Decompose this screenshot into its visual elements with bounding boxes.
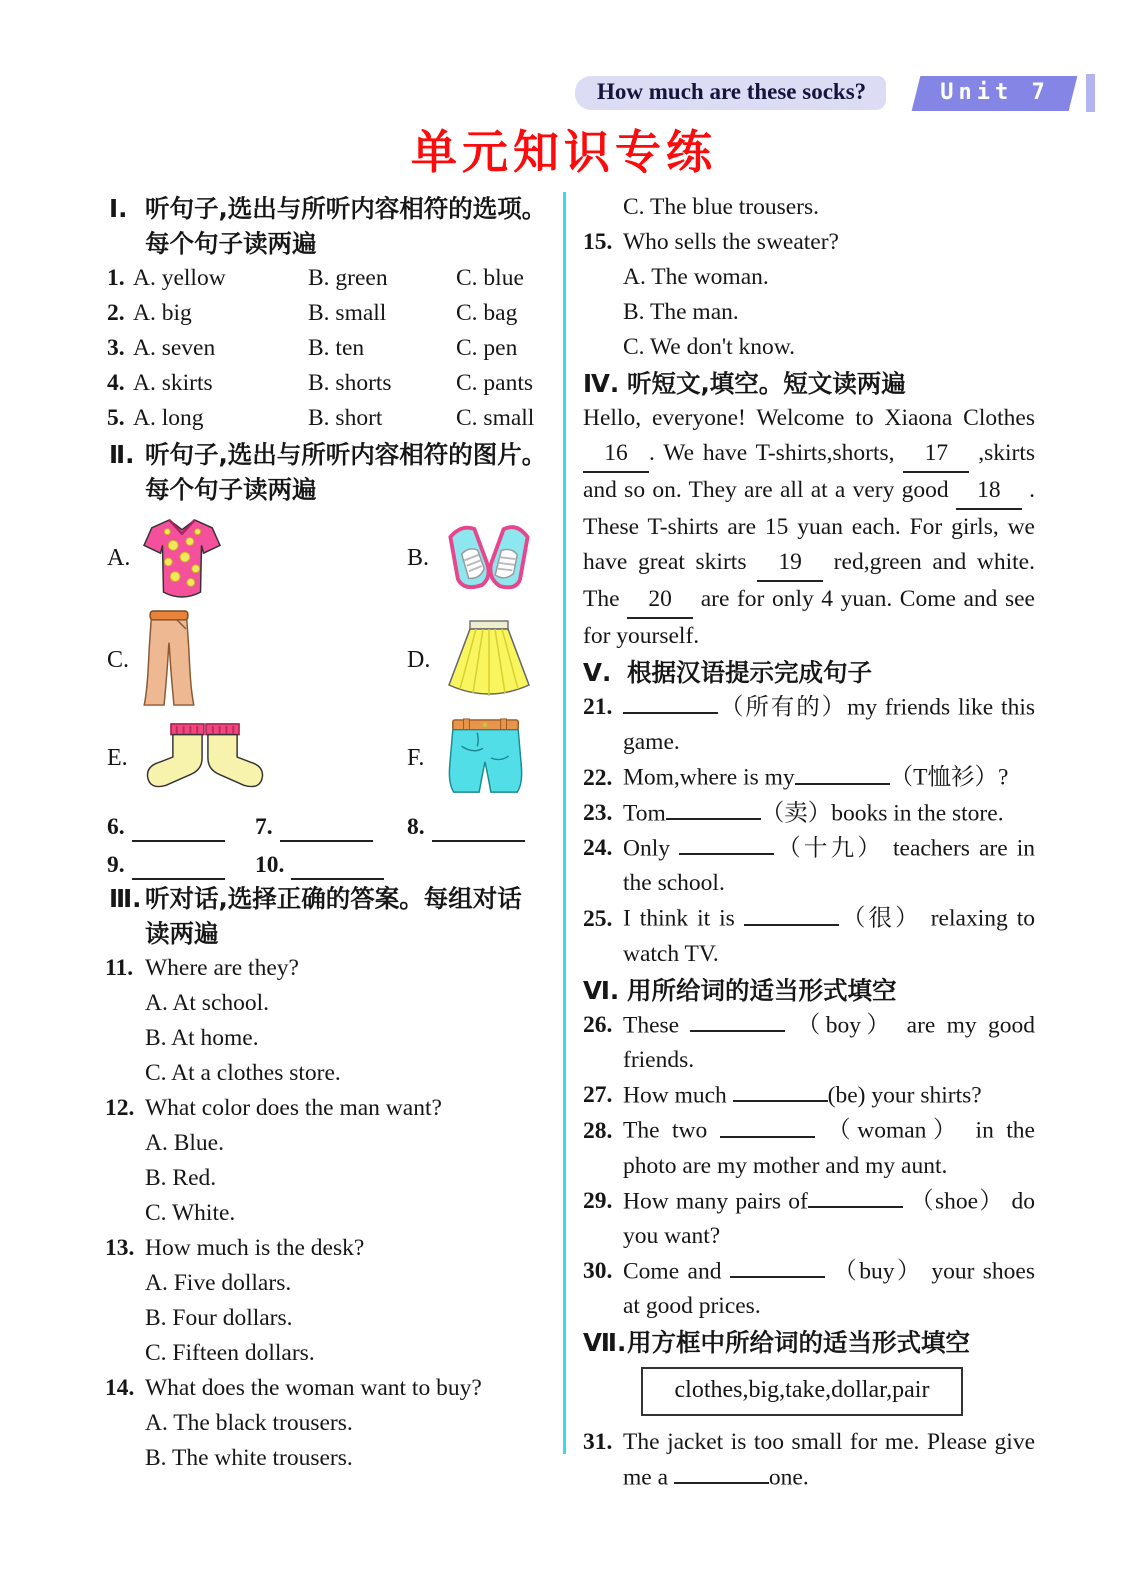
choice: C. Fifteen dollars. (145, 1340, 315, 1366)
question-number: 10. (255, 852, 285, 878)
section-number: Ⅰ. (109, 194, 128, 223)
fill-sentence (583, 901, 1035, 971)
option-c: C. pen (456, 335, 518, 361)
choice: C. We don't know. (623, 334, 796, 360)
sentence-text: Hello, everyone! Welcome to Xiaona Clothes (583, 405, 1035, 431)
section-title: 用所给词的适当形式填空 (627, 975, 897, 1005)
section-title: 听短文,填空。短文读两遍 (627, 369, 906, 398)
page-title: 单元知识专练 (411, 125, 717, 179)
question-number: 21. (583, 694, 613, 721)
sentence-text: Mom,where is my (623, 764, 795, 791)
shorts-icon (443, 717, 529, 799)
question-number: 13. (105, 1235, 135, 1261)
question-number: 28. (583, 1117, 613, 1144)
answer-blank-row (95, 804, 551, 842)
section-heading (583, 655, 1035, 690)
sentence-text: （十九） teachers are in the school. (623, 835, 1036, 897)
column-divider (563, 192, 566, 1454)
option-c: C. bag (456, 300, 518, 326)
section-title-line2: 读两遍 (145, 919, 219, 948)
choice: C. At a clothes store. (145, 1060, 341, 1086)
question-number: 2. (107, 300, 125, 326)
sentence-text: （buy） your shoes at good prices. (623, 1258, 1035, 1320)
choice: B. At home. (145, 1025, 259, 1051)
sentence-text: ,skirts and so on. They are all at a very good (583, 440, 1035, 503)
answer-blank (432, 814, 525, 842)
answer-blank: 19 (757, 545, 823, 582)
answer-blank (674, 1460, 769, 1484)
sentence-text: one. (768, 1464, 809, 1491)
answer-blank (733, 1078, 828, 1102)
choice: B. Red. (145, 1165, 217, 1191)
answer-blank (666, 796, 761, 820)
option-row (95, 261, 551, 296)
answer-blank (132, 814, 225, 842)
word-box (641, 1367, 963, 1416)
sentence-text: （woman） in the photo are my mother and my aunt. (623, 1117, 1035, 1179)
sentence-text: How many pairs of (623, 1187, 808, 1214)
option-row (95, 331, 551, 366)
section-heading (583, 366, 1035, 401)
section-title-line2: 每个句子读两遍 (145, 475, 317, 504)
section-heading (583, 973, 1035, 1008)
fill-sentence (583, 690, 1035, 760)
choice: A. At school. (145, 990, 270, 1016)
choice: B. The man. (623, 299, 739, 325)
fill-sentence (583, 1008, 1035, 1078)
lesson-title: How much are these socks? (597, 79, 867, 104)
picture-option (395, 521, 551, 597)
choice: B. The white trousers. (145, 1445, 353, 1471)
section-title: 听句子,选出与所听内容相符的图片。 (145, 440, 547, 469)
question-text: Who sells the sweater? (623, 229, 839, 255)
choice: A. Five dollars. (145, 1270, 292, 1296)
answer-blank-cell (107, 812, 255, 842)
answer-blank-row (95, 842, 551, 880)
fill-sentence (583, 1113, 1035, 1183)
sentence-text: I think it is (623, 905, 744, 932)
picture-option (95, 721, 395, 795)
sentence-text: These (623, 1011, 691, 1038)
sentence-text: （所有的）my friends like this game. (623, 694, 1035, 756)
option-c: C. pants (456, 370, 534, 396)
question-number: 24. (583, 835, 613, 862)
option-a: A. yellow (133, 265, 226, 291)
question-number: 4. (107, 370, 125, 396)
sentence-text: red,green and white. The (583, 549, 1035, 612)
question-number: 22. (583, 764, 613, 791)
section-title-line2: 每个句子读两遍 (145, 229, 317, 258)
sentence-text: . These T-shirts are 15 yuan each. For girls, we have great skirts (583, 477, 1035, 575)
picture-label: C. (107, 646, 130, 673)
option-b: B. ten (308, 335, 365, 361)
option-a: A. long (133, 405, 204, 431)
section-heading (95, 437, 551, 472)
section-heading (583, 1325, 1035, 1360)
question-number: 7. (255, 814, 273, 840)
choice: C. White. (145, 1200, 236, 1226)
question (95, 1371, 551, 1406)
skirt-icon (443, 619, 535, 701)
fill-sentence (583, 796, 1035, 831)
answer-blank-cell (107, 850, 255, 880)
section-number: Ⅴ. (583, 658, 612, 687)
choice: A. Blue. (145, 1130, 224, 1156)
sentence-text: （很） relaxing to watch TV. (623, 905, 1035, 967)
question-number: 8. (407, 814, 425, 840)
trousers-icon (143, 609, 195, 711)
picture-option (95, 609, 395, 711)
lesson-title-pill (575, 76, 886, 110)
question-number: 15. (583, 229, 613, 255)
section-title: 用方框中所给词的适当形式填空 (627, 1328, 970, 1358)
choice: A. The black trousers. (145, 1410, 353, 1436)
option-b: B. green (308, 265, 388, 291)
fill-sentence (583, 760, 1035, 795)
sentence-text: Come and (623, 1258, 730, 1285)
question-text: What does the woman want to buy? (145, 1375, 482, 1401)
question-number: 12. (105, 1095, 135, 1121)
picture-label: D. (407, 646, 431, 673)
section-number: Ⅱ. (109, 440, 135, 469)
section-title: 听对话,选择正确的答案。每组对话 (145, 884, 522, 913)
section-number: Ⅳ. (583, 369, 620, 398)
question-number: 23. (583, 799, 613, 826)
option-c: C. blue (456, 265, 524, 291)
section-number: Ⅵ. (583, 975, 620, 1005)
sentence-text: (be) your shirts? (827, 1082, 982, 1109)
section-heading (95, 881, 551, 916)
fill-sentence (583, 1078, 1035, 1113)
unit-badge (912, 76, 1078, 111)
sentence-text: The two (623, 1117, 720, 1144)
question (95, 1231, 551, 1266)
option-row (95, 296, 551, 331)
sneakers-icon (443, 521, 535, 597)
choice: C. The blue trousers. (623, 194, 820, 220)
answer-blank-cell (255, 850, 407, 880)
question-number: 6. (107, 814, 125, 840)
listening-passage (583, 401, 1035, 654)
question-number: 31. (583, 1429, 613, 1456)
picture-label: A. (107, 545, 131, 571)
option-a: A. skirts (133, 370, 213, 396)
question-number: 11. (105, 955, 134, 981)
tshirt-icon (143, 516, 221, 602)
answer-blank-cell (407, 812, 525, 842)
answer-blank (291, 852, 384, 880)
question-number: 25. (583, 905, 613, 932)
sentence-text: . We have T-shirts,shorts, (649, 440, 904, 466)
answer-blank (730, 1254, 825, 1278)
answer-blank (690, 1008, 785, 1032)
sentence-text: Tom (623, 799, 666, 826)
question-text: What color does the man want? (145, 1095, 442, 1121)
answer-blank (132, 852, 225, 880)
answer-blank: 17 (903, 436, 969, 473)
sentence-text: Only (623, 835, 680, 862)
answer-blank: 16 (583, 436, 649, 473)
socks-icon (143, 721, 267, 795)
question-number: 3. (107, 335, 125, 361)
option-b: B. small (308, 300, 387, 326)
sentence-text: are for only 4 yuan. Come and see for yourself. (583, 586, 1035, 649)
question-number: 26. (583, 1011, 613, 1038)
fill-sentence (583, 1184, 1035, 1254)
answer-blank (808, 1184, 903, 1208)
picture-option (395, 619, 551, 701)
answer-blank (280, 814, 373, 842)
question-text: How much is the desk? (145, 1235, 365, 1261)
sentence-text: （T恤衫）? (889, 764, 1009, 791)
picture-grid (95, 509, 551, 804)
fill-sentence (583, 831, 1035, 901)
answer-blank (679, 831, 774, 855)
section-title: 听句子,选出与所听内容相符的选项。 (145, 194, 547, 223)
answer-blank: 20 (627, 582, 693, 619)
fill-sentence (583, 1254, 1035, 1324)
option-a: A. big (133, 300, 192, 326)
option-b: B. shorts (308, 370, 392, 396)
unit-badge-label: Unit 7 (940, 79, 1050, 105)
answer-blank (795, 760, 890, 784)
option-c: C. small (456, 405, 535, 431)
question (95, 1091, 551, 1126)
option-row (95, 366, 551, 401)
picture-option (395, 717, 551, 799)
question-number: 9. (107, 852, 125, 878)
question-number: 5. (107, 405, 125, 431)
picture-option (95, 516, 395, 602)
question-text: Where are they? (145, 955, 299, 981)
word-box-wrap (583, 1360, 1035, 1425)
option-a: A. seven (133, 335, 216, 361)
right-column (583, 190, 1035, 1495)
answer-blank (623, 690, 718, 714)
question-number: 29. (583, 1187, 613, 1214)
sentence-text: How much (623, 1082, 733, 1109)
word-box-words: clothes,big,take,dollar,pair (674, 1377, 930, 1404)
answer-blank (720, 1113, 815, 1137)
question (583, 225, 1035, 260)
question (95, 951, 551, 986)
answer-blank: 18 (956, 473, 1022, 510)
question-number: 30. (583, 1258, 613, 1285)
question-number: 27. (583, 1082, 613, 1109)
section-number: Ⅶ. (583, 1328, 627, 1358)
picture-label: E. (107, 744, 128, 771)
picture-label: B. (407, 545, 430, 571)
sentence-text: The jacket is too small for me. Please give me a (623, 1429, 1035, 1491)
question-number: 1. (107, 265, 125, 291)
sentence-text: （shoe） do you want? (623, 1187, 1035, 1249)
picture-label: F. (407, 744, 425, 771)
section-number: Ⅲ. (109, 884, 142, 913)
page-header (575, 74, 1095, 112)
option-b: B. short (308, 405, 383, 431)
question-number: 14. (105, 1375, 135, 1401)
fill-sentence (583, 1425, 1035, 1495)
answer-blank (744, 901, 839, 925)
left-column (95, 190, 551, 1476)
badge-accent-bar (1086, 74, 1095, 112)
choice: B. Four dollars. (145, 1305, 293, 1331)
sentence-text: （卖）books in the store. (760, 799, 1004, 826)
section-heading (95, 191, 551, 226)
section-title: 根据汉语提示完成句子 (627, 658, 872, 687)
option-row (95, 401, 551, 436)
sentence-text: （boy） are my good friends. (623, 1011, 1035, 1073)
choice: A. The woman. (623, 264, 769, 290)
answer-blank-cell (255, 812, 407, 842)
